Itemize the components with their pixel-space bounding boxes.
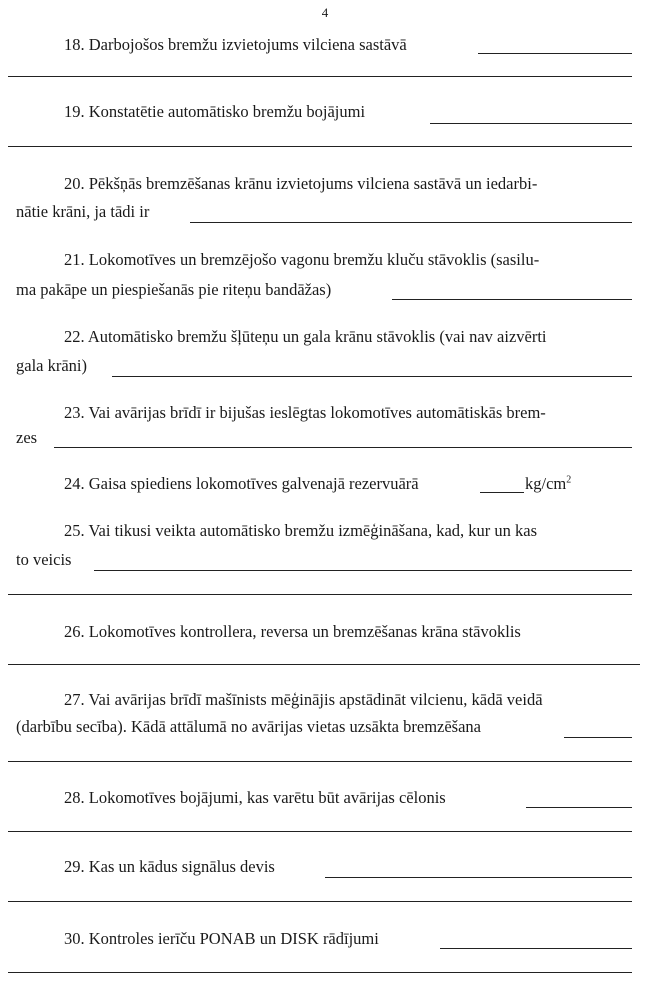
item-25-answer-line-2[interactable]: [8, 594, 632, 595]
item-28-answer-line[interactable]: [526, 807, 632, 808]
item-18-answer-line[interactable]: [478, 53, 632, 54]
item-25-answer-line[interactable]: [94, 570, 632, 571]
item-30-label: 30. Kontroles ierīču PONAB un DISK rādījumi: [64, 929, 379, 948]
item-29-answer-line[interactable]: [325, 877, 632, 878]
item-30-answer-line[interactable]: [440, 948, 632, 949]
item-21-label-line-1: 21. Lokomotīves un bremzējošo vagonu bremžu kluču stāvoklis (sasilu-: [64, 250, 540, 269]
item-29-answer-line-2[interactable]: [8, 901, 632, 902]
item-22-label-line-2: gala krāni): [16, 356, 88, 375]
item-18-answer-line-2[interactable]: [8, 76, 632, 77]
item-24-answer-line[interactable]: [480, 492, 524, 493]
item-26-answer-line[interactable]: [8, 664, 640, 665]
item-22-label-line-1: 22. Automātisko bremžu šļūteņu un gala krānu stāvoklis (vai nav aizvērti: [64, 327, 547, 346]
item-21-answer-line[interactable]: [392, 299, 632, 300]
item-25-label-line-1: 25. Vai tikusi veikta automātisko bremžu izmēģināšana, kad, kur un kas: [64, 521, 538, 540]
item-27-label-line-2: (darbību secība). Kādā attālumā no avārijas vietas uzsākta bremzēšana: [16, 717, 481, 736]
item-27-answer-line[interactable]: [564, 737, 632, 738]
item-28-label: 28. Lokomotīves bojājumi, kas varētu būt avārijas cēlonis: [64, 788, 446, 807]
item-25-label-line-2: to veicis: [16, 550, 72, 569]
item-19-answer-line-2[interactable]: [8, 146, 632, 147]
item-23-answer-line[interactable]: [54, 447, 632, 448]
item-24-label: 24. Gaisa spiediens lokomotīves galvenajā rezervuārā: [64, 474, 419, 493]
item-24-unit: [525, 474, 571, 494]
item-23-label-line-1: 23. Vai avārijas brīdī ir bijušas ieslēgtas lokomotīves automātiskās brem-: [64, 403, 546, 422]
item-20-label-line-2: nātie krāni, ja tādi ir: [16, 202, 150, 221]
page-number: 4: [321, 5, 329, 20]
item-20-label-line-1: 20. Pēkšņās bremzēšanas krānu izvietojums vilciena sastāvā un iedarbi-: [64, 174, 538, 193]
item-27-answer-line-2[interactable]: [8, 761, 632, 762]
item-19-label: 19. Konstatētie automātisko bremžu bojājumi: [64, 102, 366, 121]
item-27-label-line-1: 27. Vai avārijas brīdī mašīnists mēģinājis apstādināt vilcienu, kādā veidā: [64, 690, 543, 709]
item-20-answer-line[interactable]: [190, 222, 632, 223]
item-30-answer-line-2[interactable]: [8, 972, 632, 973]
item-18-label: 18. Darbojošos bremžu izvietojums vilciena sastāvā: [64, 35, 407, 54]
item-22-answer-line[interactable]: [112, 376, 632, 377]
item-28-answer-line-2[interactable]: [8, 831, 632, 832]
item-24-unit-superscript: 2: [566, 474, 572, 486]
item-23-label-line-2: zes: [16, 428, 38, 447]
item-21-label-line-2: ma pakāpe un piespiešanās pie riteņu bandāžas): [16, 280, 332, 299]
item-29-label: 29. Kas un kādus signālus devis: [64, 857, 275, 876]
item-19-answer-line[interactable]: [430, 123, 632, 124]
item-26-label: 26. Lokomotīves kontrollera, reversa un bremzēšanas krāna stāvoklis: [64, 622, 521, 641]
item-24-unit-text: kg/cm: [525, 474, 567, 493]
